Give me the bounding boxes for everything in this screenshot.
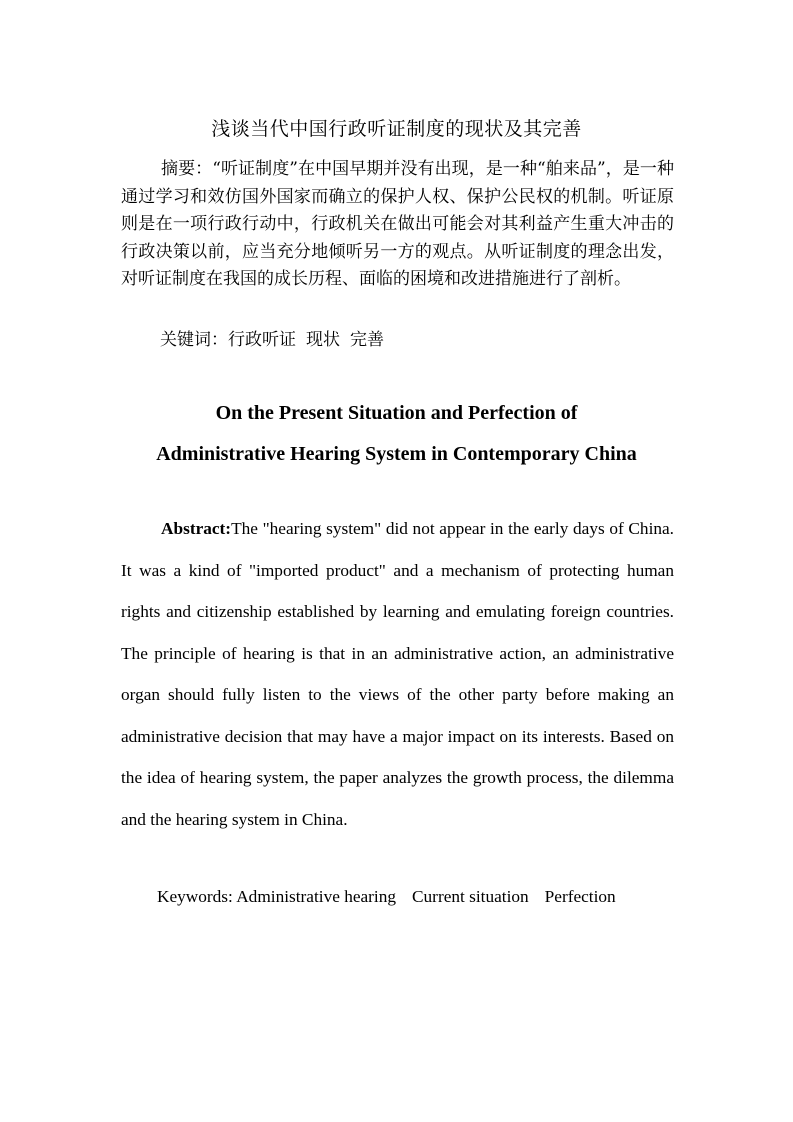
- chinese-keyword: 现状: [306, 330, 340, 350]
- english-title-line-1: On the Present Situation and Perfection of: [215, 402, 578, 424]
- english-abstract-text: The "hearing system" did not appear in the early days of China. It was a kind of "imported product" and a mechanism of protecting human rights and citizenship established by learning and emulating foreign countries. The principle of hearing is that in an administrative action, an administrative organ should fully listen to the views of the other party before making an administrative decision that may have a major impact on its interests. Based on the idea of hearing system, the paper analyzes the growth process, the dilemma and the hearing system in China.: [121, 519, 674, 829]
- english-title-line-2: Administrative Hearing System in Contemporary China: [156, 443, 637, 465]
- english-keyword: Perfection: [544, 887, 616, 906]
- chinese-keyword: 完善: [350, 330, 384, 350]
- english-keywords: [157, 883, 717, 911]
- english-keyword: Administrative hearing: [236, 887, 397, 906]
- english-abstract: [121, 508, 674, 840]
- chinese-keywords: [160, 327, 680, 353]
- chinese-abstract-label: 摘要：: [161, 159, 213, 179]
- chinese-keyword: 行政听证: [228, 330, 296, 350]
- english-abstract-label: Abstract:: [161, 519, 232, 538]
- english-keyword: Current situation: [412, 887, 529, 906]
- chinese-title: 浅谈当代中国行政听证制度的现状及其完善: [211, 118, 582, 140]
- chinese-abstract-text: “听证制度”在中国早期并没有出现，是一种“舶来品”，是一种通过学习和效仿国外国家而确立的保护人权、保护公民权的机制。听证原则是在一项行政行动中，行政机关在做出可能会对其利益产生重大冲击的行政决策以前，应当充分地倾听另一方的观点。从听证制度的理念出发，对听证制度在我国的成长历程、面临的困境和改进措施进行了剖析。: [121, 159, 674, 289]
- english-keywords-label: Keywords:: [157, 887, 237, 906]
- chinese-abstract: [121, 156, 674, 294]
- chinese-keywords-label: 关键词：: [160, 330, 228, 350]
